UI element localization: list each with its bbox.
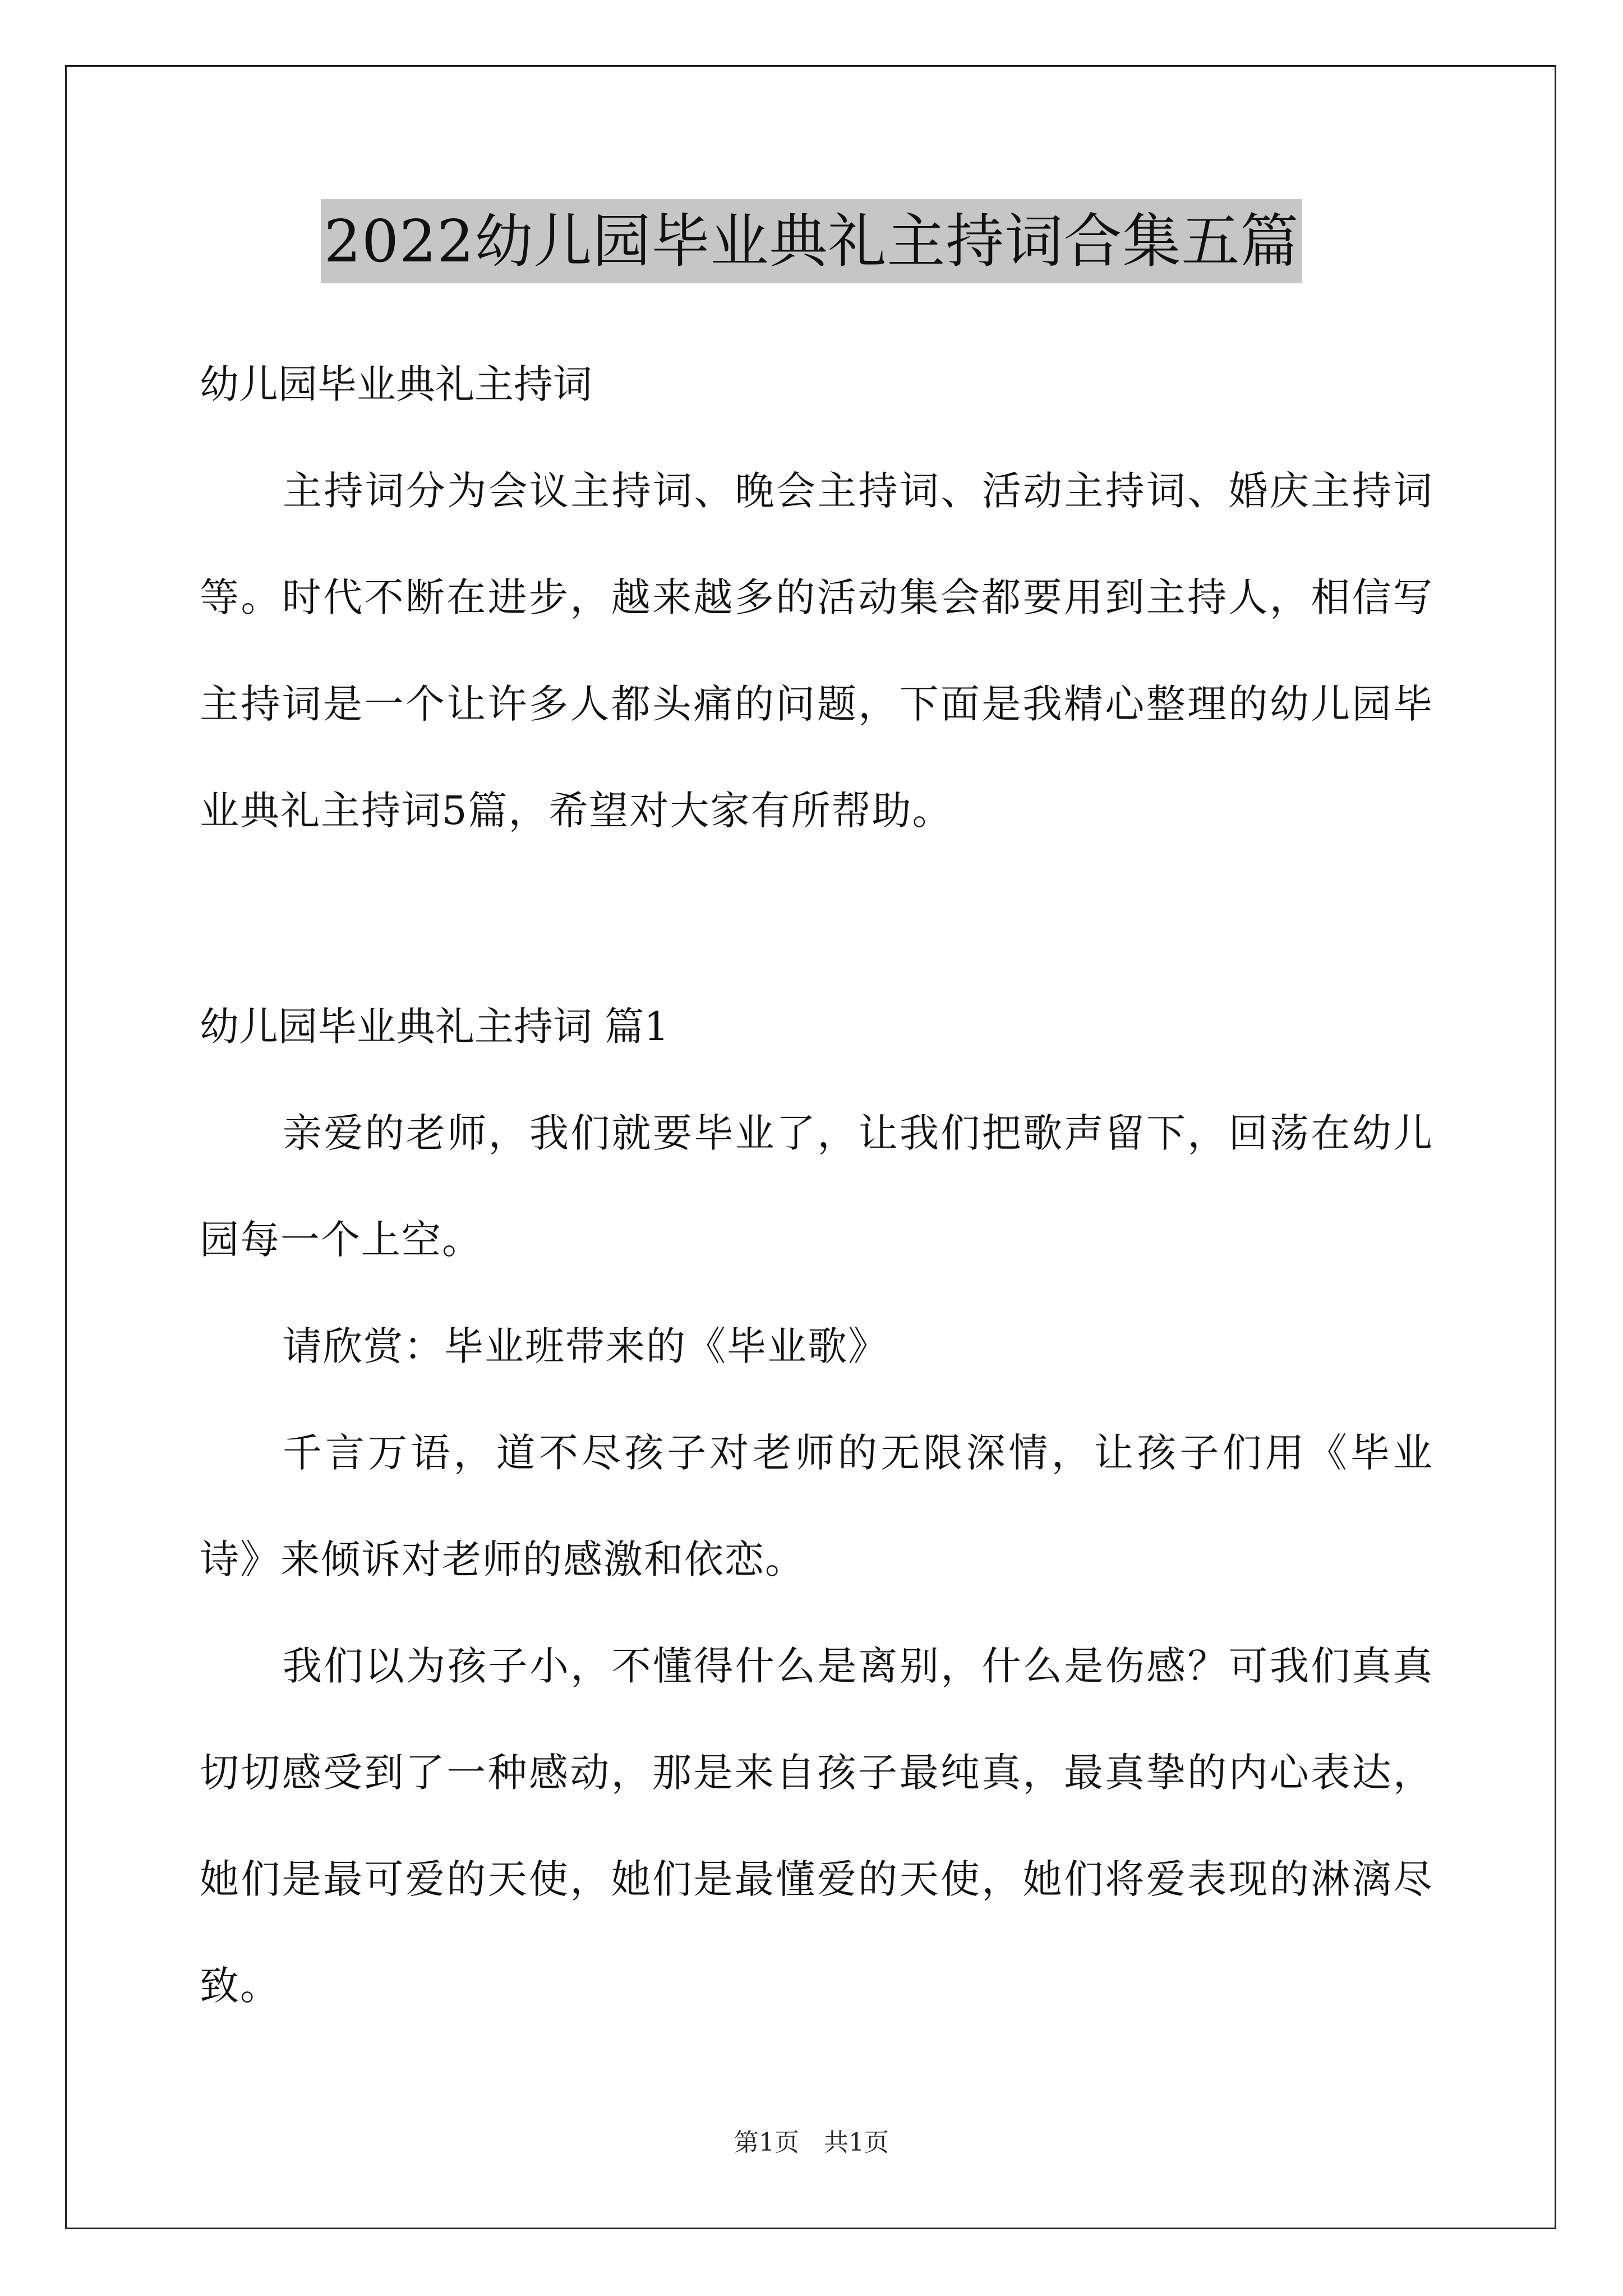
section-1-paragraph-3: 千言万语，道不尽孩子对老师的无限深情，让孩子们用《毕业诗》来倾诉对老师的感激和依恋。	[200, 1430, 1433, 1582]
section-1-paragraph-2: 请欣赏：毕业班带来的《毕业歌》	[283, 1323, 888, 1369]
page-number: 第1页	[734, 2128, 799, 2157]
page-total: 共1页	[824, 2128, 889, 2157]
intro-paragraph: 主持词分为会议主持词、晚会主持词、活动主持词、婚庆主持词等。时代不断在进步，越来越多的活动集会都要用到主持人，相信写主持词是一个让许多人都头痛的问题，下面是我精心整理的幼儿园毕业典礼主持词5篇，希望对大家有所帮助。	[200, 468, 1433, 834]
intro-heading: 幼儿园毕业典礼主持词	[200, 361, 592, 407]
section-1-paragraph-4: 我们以为孩子小，不懂得什么是离别，什么是伤感？可我们真真切切感受到了一种感动，那是来自孩子最纯真，最真挚的内心表达，她们是最可爱的天使，她们是最懂爱的天使，她们将爱表现的淋漓尽致。	[200, 1643, 1433, 2009]
page-footer	[0, 2126, 1623, 2160]
document-title: 2022幼儿园毕业典礼主持词合集五篇	[321, 199, 1303, 283]
section-1-paragraph-1: 亲爱的老师，我们就要毕业了，让我们把歌声留下，回荡在幼儿园每一个上空。	[200, 1110, 1433, 1263]
title-container	[0, 199, 1623, 283]
document-body	[200, 331, 1433, 2039]
section-1-heading: 幼儿园毕业典礼主持词 篇1	[200, 1004, 669, 1050]
